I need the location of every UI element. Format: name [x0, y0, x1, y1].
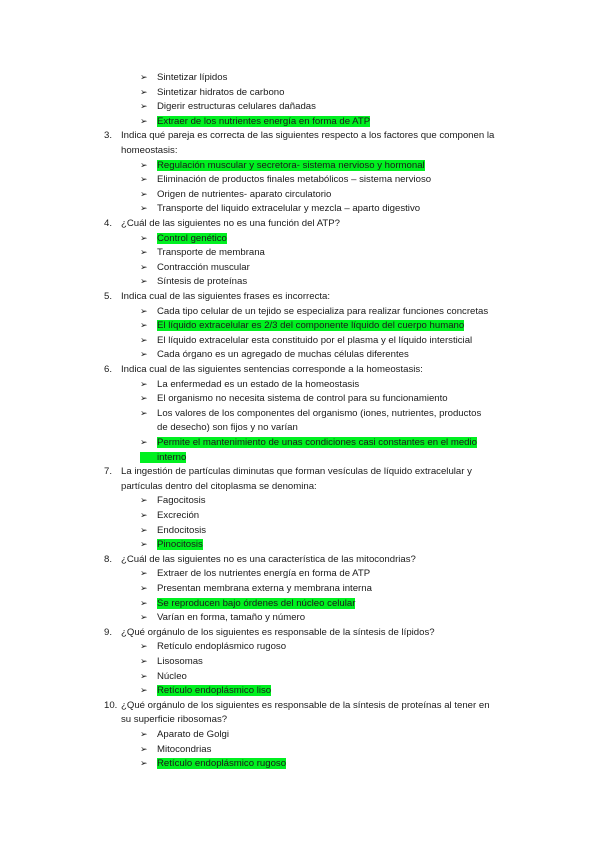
- answer-option: [140, 348, 409, 361]
- arrow-bullet-icon: ➢: [140, 247, 148, 257]
- arrow-bullet-icon: ➢: [140, 349, 148, 359]
- answer-option: [140, 494, 206, 507]
- arrow-bullet-icon: ➢: [140, 379, 148, 389]
- question-text: Indica qué pareja es correcta de las siguientes respecto a los factores que componen la: [121, 130, 495, 141]
- option-text: Los valores de los componentes del organismo (iones, nutrientes, productos: [157, 408, 482, 419]
- question-line: [121, 713, 227, 726]
- answer-option: [140, 640, 286, 653]
- arrow-bullet-icon: ➢: [140, 262, 148, 272]
- arrow-bullet-icon: ➢: [140, 116, 148, 126]
- answer-option: [140, 261, 250, 274]
- option-text: de desecho) son fijos y no varían: [157, 422, 298, 433]
- option-text: Síntesis de proteínas: [157, 276, 248, 287]
- question-number: 6.: [104, 364, 113, 375]
- question-text: Indica cual de las siguientes frases es incorrecta:: [121, 291, 331, 302]
- arrow-bullet-icon: ➢: [140, 437, 148, 447]
- answer-option: [140, 86, 284, 99]
- answer-option: [140, 509, 199, 522]
- question-text: ¿Cuál de las siguientes no es una función del ATP?: [121, 218, 341, 229]
- arrow-bullet-icon: ➢: [140, 612, 148, 622]
- question-number: 7.: [104, 466, 113, 477]
- question-line: [104, 129, 494, 142]
- answer-option: [140, 305, 488, 318]
- question-number: 8.: [104, 554, 113, 565]
- arrow-bullet-icon: ➢: [140, 583, 148, 593]
- option-text: Contracción muscular: [157, 262, 250, 273]
- question-number: 9.: [104, 627, 113, 638]
- option-text: Extraer de los nutrientes energía en forma de ATP: [157, 116, 371, 127]
- question-line: [104, 553, 416, 566]
- answer-option: [140, 743, 211, 756]
- option-text: Pinocitosis: [157, 539, 203, 550]
- question-line: [104, 465, 472, 478]
- answer-option: [140, 173, 431, 186]
- option-text: Digerir estructuras celulares dañadas: [157, 101, 316, 112]
- option-text: Cada órgano es un agregado de muchas células diferentes: [157, 349, 409, 360]
- option-text: Endocitosis: [157, 525, 207, 536]
- option-text: Cada tipo celular de un tejido se especializa para realizar funciones concretas: [157, 306, 489, 317]
- arrow-bullet-icon: ➢: [140, 101, 148, 111]
- arrow-bullet-icon: ➢: [140, 568, 148, 578]
- answer-option-correct: [140, 684, 271, 697]
- option-text: Lisosomas: [157, 656, 203, 667]
- answer-option: [140, 670, 187, 683]
- answer-option: [140, 378, 359, 391]
- option-text: Varían en forma, tamaño y número: [157, 612, 306, 623]
- option-text: Sintetizar lípidos: [157, 72, 228, 83]
- question-line: [121, 480, 317, 493]
- arrow-bullet-icon: ➢: [140, 744, 148, 754]
- option-text: interno: [140, 452, 186, 463]
- arrow-bullet-icon: ➢: [140, 87, 148, 97]
- answer-option-correct: [140, 538, 203, 551]
- option-text: Origen de nutrientes- aparato circulatorio: [157, 189, 332, 200]
- option-text: Aparato de Golgi: [157, 729, 229, 740]
- answer-option: [140, 567, 370, 580]
- answer-option: [140, 100, 316, 113]
- option-text: Retículo endoplásmico rugoso: [157, 641, 287, 652]
- option-text: Sintetizar hidratos de carbono: [157, 87, 285, 98]
- question-text: Indica cual de las siguientes sentencias corresponde a la homeostasis:: [121, 364, 423, 375]
- answer-option: [140, 611, 305, 624]
- option-text: Permite el mantenimiento de unas condiciones casi constantes en el medio: [157, 437, 477, 448]
- arrow-bullet-icon: ➢: [140, 408, 148, 418]
- option-text: Presentan membrana externa y membrana interna: [157, 583, 372, 594]
- question-text: ¿Cuál de las siguientes no es una característica de las mitocondrias?: [121, 554, 416, 565]
- arrow-bullet-icon: ➢: [140, 641, 148, 651]
- arrow-bullet-icon: ➢: [140, 525, 148, 535]
- answer-option-correct: [140, 159, 425, 172]
- option-text: La enfermedad es un estado de la homeostasis: [157, 379, 360, 390]
- answer-option: [140, 334, 472, 347]
- answer-option-correct: [140, 319, 464, 332]
- arrow-bullet-icon: ➢: [140, 539, 148, 549]
- arrow-bullet-icon: ➢: [140, 203, 148, 213]
- option-text: Regulación muscular y secretora- sistema nervioso y hormonal: [157, 160, 425, 171]
- arrow-bullet-icon: ➢: [140, 758, 148, 768]
- option-text: Transporte de membrana: [157, 247, 265, 258]
- question-text: partículas dentro del citoplasma se denomina:: [121, 481, 317, 492]
- question-line: [104, 626, 435, 639]
- question-line: [104, 290, 330, 303]
- answer-option: [140, 582, 372, 595]
- arrow-bullet-icon: ➢: [140, 510, 148, 520]
- arrow-bullet-icon: ➢: [140, 671, 148, 681]
- option-text: Núcleo: [157, 671, 187, 682]
- arrow-bullet-icon: ➢: [140, 320, 148, 330]
- option-text: Retículo endoplásmico rugoso: [157, 758, 287, 769]
- option-text: El líquido extracelular esta constituido por el plasma y el líquido intersticial: [157, 335, 473, 346]
- arrow-bullet-icon: ➢: [140, 174, 148, 184]
- arrow-bullet-icon: ➢: [140, 233, 148, 243]
- arrow-bullet-icon: ➢: [140, 276, 148, 286]
- question-number: 5.: [104, 291, 113, 302]
- answer-option: [140, 407, 481, 420]
- option-text: Transporte del liquido extracelular y mezcla – aparto digestivo: [157, 203, 421, 214]
- answer-option: [140, 524, 206, 537]
- answer-option-correct: [140, 597, 355, 610]
- question-line: [104, 363, 423, 376]
- question-text: homeostasis:: [121, 145, 178, 156]
- question-text: su superficie ribosomas?: [121, 714, 228, 725]
- arrow-bullet-icon: ➢: [140, 495, 148, 505]
- question-number: 4.: [104, 218, 113, 229]
- answer-option-correct: [140, 436, 477, 449]
- answer-option-correct: [140, 115, 370, 128]
- question-number: 3.: [104, 130, 113, 141]
- answer-option-correct: [140, 232, 227, 245]
- answer-option: [140, 392, 448, 405]
- answer-option: [140, 728, 229, 741]
- arrow-bullet-icon: ➢: [140, 685, 148, 695]
- arrow-bullet-icon: ➢: [140, 72, 148, 82]
- answer-option: [140, 188, 331, 201]
- option-text: Se reproducen bajo órdenes del núcleo celular: [157, 598, 356, 609]
- option-text: El líquido extracelular es 2/3 del componente líquido del cuerpo humano: [157, 320, 465, 331]
- option-text: Control genético: [157, 233, 227, 244]
- option-text: Eliminación de productos finales metabólicos – sistema nervioso: [157, 174, 432, 185]
- question-text: La ingestión de partículas diminutas que forman vesículas de líquido extracelular y: [121, 466, 472, 477]
- option-text: Mitocondrias: [157, 744, 212, 755]
- answer-option: [140, 275, 247, 288]
- option-text: Retículo endoplásmico liso: [157, 685, 272, 696]
- question-text: ¿Qué orgánulo de los siguientes es responsable de la síntesis de proteínas al tener en: [121, 700, 490, 711]
- option-text: Excreción: [157, 510, 200, 521]
- arrow-bullet-icon: ➢: [140, 656, 148, 666]
- arrow-bullet-icon: ➢: [140, 598, 148, 608]
- arrow-bullet-icon: ➢: [140, 306, 148, 316]
- option-text: El organismo no necesita sistema de control para su funcionamiento: [157, 393, 448, 404]
- answer-option-correct: [140, 757, 286, 770]
- answer-option: [140, 71, 227, 84]
- answer-option: [140, 655, 203, 668]
- answer-option: [140, 202, 420, 215]
- question-text: ¿Qué orgánulo de los siguientes es responsable de la síntesis de lípidos?: [121, 627, 435, 638]
- question-line: [104, 217, 340, 230]
- option-text: Fagocitosis: [157, 495, 206, 506]
- answer-option: [140, 246, 265, 259]
- arrow-bullet-icon: ➢: [140, 189, 148, 199]
- arrow-bullet-icon: ➢: [140, 729, 148, 739]
- arrow-bullet-icon: ➢: [140, 393, 148, 403]
- question-number: 10.: [104, 700, 118, 711]
- answer-option: [140, 421, 298, 434]
- question-line: [121, 144, 178, 157]
- question-line: [104, 699, 490, 712]
- arrow-bullet-icon: ➢: [140, 335, 148, 345]
- arrow-bullet-icon: ➢: [140, 160, 148, 170]
- option-text: Extraer de los nutrientes energía en forma de ATP: [157, 568, 371, 579]
- answer-option-correct: [140, 451, 186, 464]
